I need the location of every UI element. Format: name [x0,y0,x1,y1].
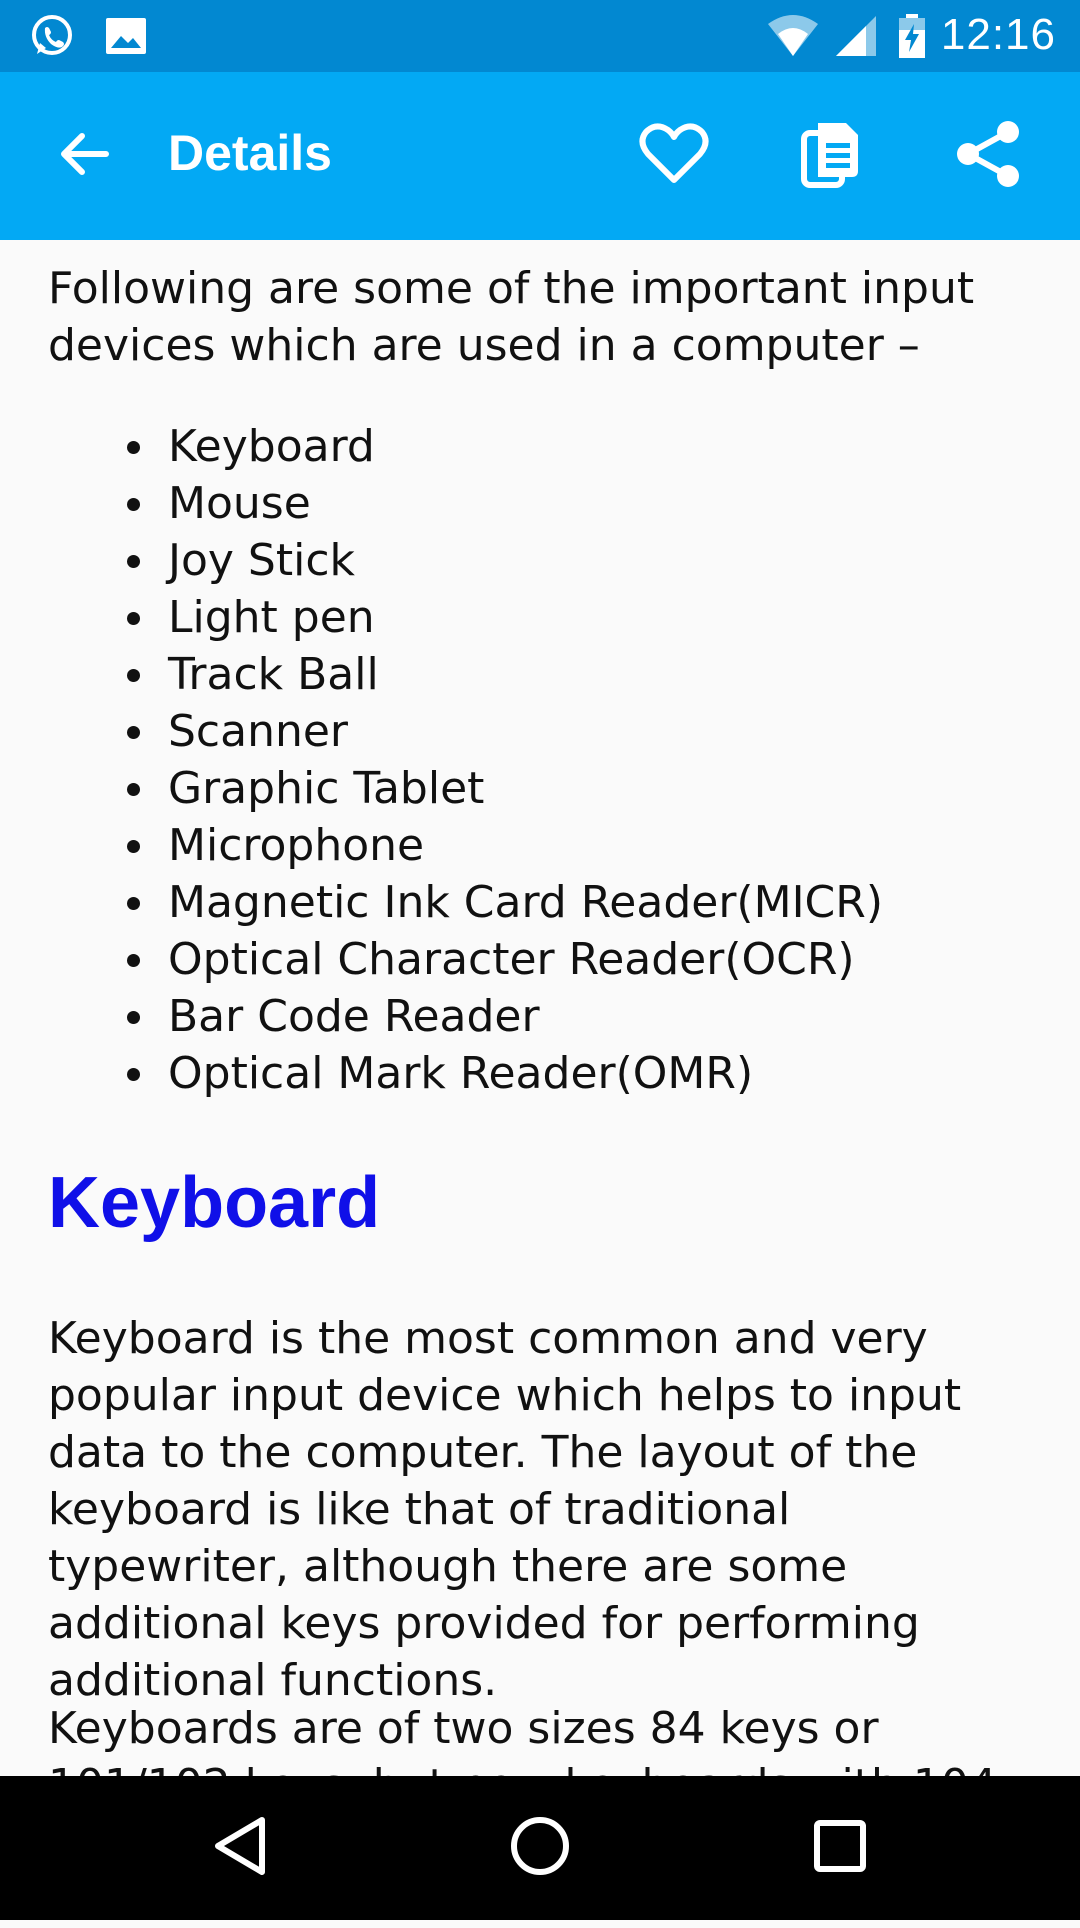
app-bar [0,72,1080,240]
copy-button[interactable] [776,102,884,210]
device-list [0,418,1080,1102]
wifi-icon [766,12,820,60]
list-item: Optical Mark Reader(OMR) [168,1045,1080,1102]
recents-icon [810,1816,870,1880]
share-button[interactable] [934,102,1042,210]
paragraph: Keyboard is the most common and very popular input device which helps to input data to the computer. The layout of the keyboard is like that of traditional typewriter, although there are some additional keys provided for performing additional functions. [48,1313,962,1706]
status-bar [0,0,1080,72]
nav-back-button[interactable] [190,1798,290,1898]
list-item: Keyboard [168,418,1080,475]
home-icon [508,1814,572,1882]
article-content[interactable] [0,240,1080,1776]
share-icon [952,118,1024,194]
paragraph: Keyboards are of two sizes 84 keys or [48,1703,879,1754]
list-item: Magnetic Ink Card Reader(MICR) [168,874,1080,931]
section-heading: Keyboard [48,1163,381,1243]
list-item: Optical Character Reader(OCR) [168,931,1080,988]
whatsapp-icon [28,12,76,60]
list-item: Graphic Tablet [168,760,1080,817]
battery-charging-icon [896,12,928,60]
list-item: Bar Code Reader [168,988,1080,1045]
list-item: Scanner [168,703,1080,760]
signal-icon [832,12,880,60]
favorite-icon [638,122,710,190]
copy-icon [798,119,862,193]
list-item: Microphone [168,817,1080,874]
navigation-bar [0,1776,1080,1920]
back-button[interactable] [30,102,138,210]
status-time: 12:16 [940,10,1056,59]
back-nav-icon [210,1814,270,1882]
back-icon [56,126,112,186]
nav-home-button[interactable] [490,1798,590,1898]
list-item: Track Ball [168,646,1080,703]
nav-recents-button[interactable] [790,1798,890,1898]
page-title: Details [168,125,332,181]
favorite-button[interactable] [620,102,728,210]
gallery-icon [102,12,150,60]
intro-text: Following are some of the important input devices which are used in a computer – [48,263,975,371]
list-item: Mouse [168,475,1080,532]
list-item: Light pen [168,589,1080,646]
list-item: Joy Stick [168,532,1080,589]
